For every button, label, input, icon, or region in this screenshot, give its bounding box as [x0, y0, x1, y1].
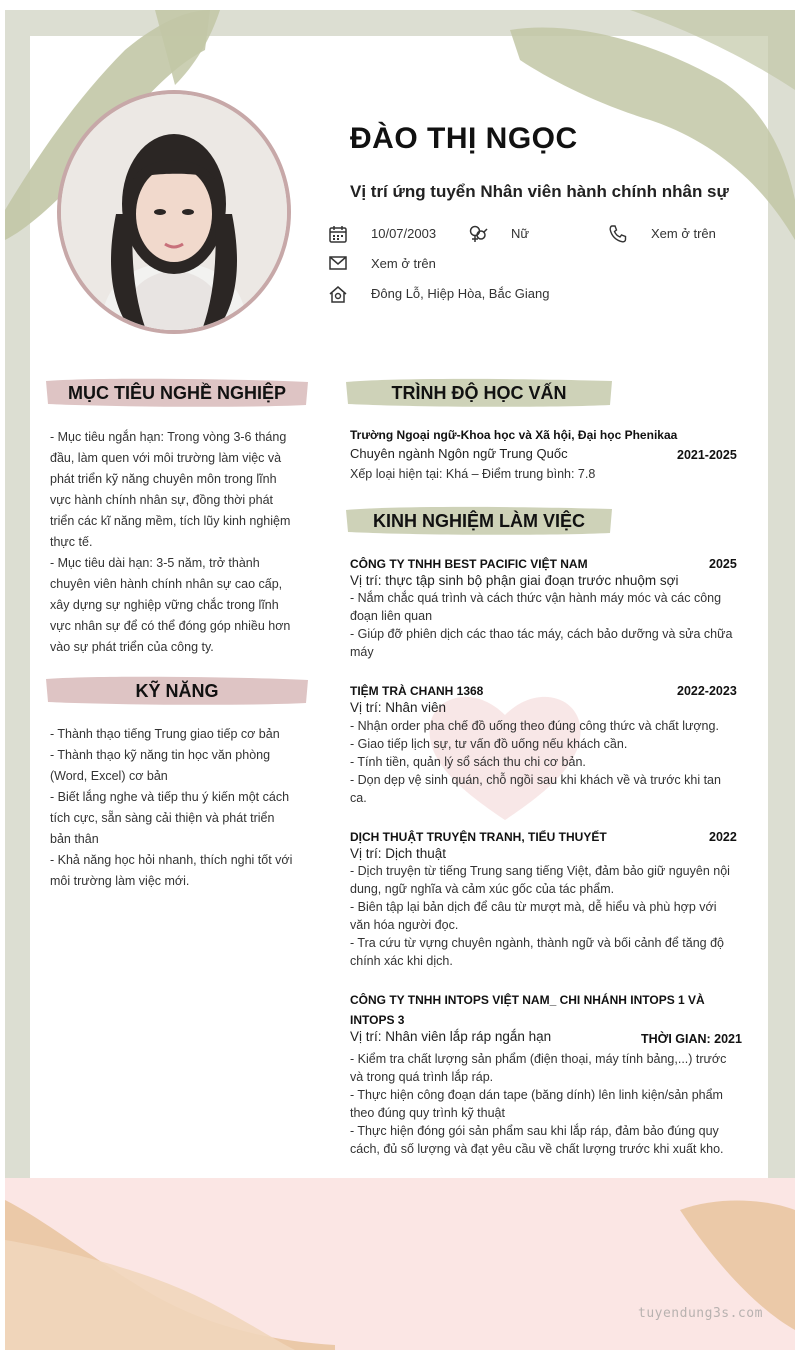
job-role: Vị trí: Dịch thuật	[350, 846, 447, 861]
job-time: THỜI GIAN: 2021	[641, 1032, 742, 1046]
job-role: Vị trí: thực tập sinh bộ phận giai đoạn trước nhuộm sợi	[350, 573, 679, 588]
skills-text: - Thành thạo tiếng Trung giao tiếp cơ bản - Thành thạo kỹ năng tin học văn phòng (Word, Excel) cơ bản - Biết lắng nghe và tiếp thu ý kiến một cách tích cực, sẵn sàng cải thiện và phát triển bản thân - Khả năng học hỏi nhanh, thích nghi tốt với môi trường làm việc mới.	[50, 727, 293, 888]
home-location-icon	[328, 284, 348, 304]
job-description: - Nhận order pha chế đồ uống theo đúng công thức và chất lượng. - Giao tiếp lịch sự, tư vấn đồ uống nếu khách cần. - Tính tiền, quản lý sổ sách thu chi cơ bản. - Dọn dẹp vệ sinh quán, chỗ ngồi sau khi khách về và trước khi tan ca.	[350, 719, 721, 805]
candidate-name: ĐÀO THỊ NGỌC	[350, 122, 578, 155]
job-time: 2022	[709, 830, 737, 844]
email-icon	[328, 253, 348, 273]
education-years: 2021-2025	[677, 448, 737, 462]
education-rank: Xếp loại hiện tại: Khá – Điểm trung bình: 7.8	[350, 467, 596, 481]
job-description: - Dịch truyện từ tiếng Trung sang tiếng Việt, đảm bảo giữ nguyên nội dung, ngữ nghĩa và cảm xúc gốc của tác phẩm. - Biên tập lại bản dịch để câu từ mượt mà, dễ hiểu và phù hợp với văn hóa người đọc. - Tra cứu từ vựng chuyên ngành, thành ngữ và bối cảnh để tăng độ chính xác khi dịch.	[350, 864, 730, 968]
job-time: 2025	[709, 557, 737, 571]
education-heading: TRÌNH ĐỘ HỌC VẤN	[344, 377, 614, 409]
brush-stroke-bottom-left	[5, 1180, 335, 1350]
skills-heading: KỸ NĂNG	[44, 675, 310, 707]
brush-stroke-bottom-right	[660, 1190, 795, 1350]
calendar-icon	[328, 224, 348, 244]
objective-heading: MỤC TIÊU NGHỀ NGHIỆP	[44, 377, 310, 409]
job-company: DỊCH THUẬT TRUYỆN TRANH, TIỂU THUYẾT	[350, 830, 607, 844]
phone-value: Xem ở trên	[651, 226, 716, 241]
portrait-image	[61, 94, 287, 330]
objective-text: - Mục tiêu ngắn hạn: Trong vòng 3-6 tháng đầu, làm quen với môi trường làm việc và phát triển kỹ năng chuyên môn trong lĩnh vực hành chính nhân sự, đồng thời phát triển các kĩ năng mềm, tích lũy kinh nghiệm thực tế. - Mục tiêu dài hạn: 3-5 năm, trở thành chuyên viên hành chính nhân sự cao cấp, xây dựng sự nghiệp vững chắc trong lĩnh vực nhân sự để có thể đóng góp nhiều hơn vào sự phát triển của công ty.	[50, 430, 291, 654]
email-value: Xem ở trên	[371, 256, 436, 271]
profile-photo	[57, 90, 291, 334]
watermark: tuyendung3s.com	[638, 1306, 763, 1321]
job-company: CÔNG TY TNHH BEST PACIFIC VIỆT NAM	[350, 557, 588, 571]
phone-icon	[608, 224, 628, 244]
job-description: - Nắm chắc quá trình và cách thức vận hành máy móc và các công đoạn liên quan - Giúp đỡ phiên dịch các thao tác máy, cách bảo dưỡng và sửa chữa máy	[350, 591, 733, 659]
education-major: Chuyên ngành Ngôn ngữ Trung Quốc	[350, 446, 568, 461]
experience-heading: KINH NGHIỆM LÀM VIỆC	[344, 505, 614, 537]
birthday-value: 10/07/2003	[371, 226, 437, 241]
job-time: 2022-2023	[677, 684, 737, 698]
education-school: Trường Ngoại ngữ-Khoa học và Xã hội, Đại học Phenikaa	[350, 428, 678, 442]
applied-position: Vị trí ứng tuyển Nhân viên hành chính nhân sự	[350, 182, 729, 201]
job-role: Vị trí: Nhân viên	[350, 700, 447, 715]
job-description: - Kiểm tra chất lượng sản phẩm (điện thoại, máy tính bảng,...) trước và trong quá trình lắp ráp. - Thực hiện công đoạn dán tape (băng dính) lên linh kiện/sản phẩm theo đúng quy trình kỹ thuật - Thực hiện đóng gói sản phẩm sau khi lắp ráp, đảm bảo đúng quy cách, đủ số lượng và đạt yêu cầu về chất lượng trước khi xuất kho.	[350, 1052, 727, 1156]
job-company: CÔNG TY TNHH INTOPS VIỆT NAM_ CHI NHÁNH INTOPS 1 VÀ INTOPS 3	[350, 993, 705, 1027]
address-value: Đông Lỗ, Hiệp Hòa, Bắc Giang	[371, 286, 550, 301]
gender-icon	[468, 224, 488, 244]
job-role: Vị trí: Nhân viên lắp ráp ngắn hạn	[350, 1029, 552, 1044]
job-company: TIỆM TRÀ CHANH 1368	[350, 684, 484, 698]
gender-value: Nữ	[511, 226, 530, 241]
